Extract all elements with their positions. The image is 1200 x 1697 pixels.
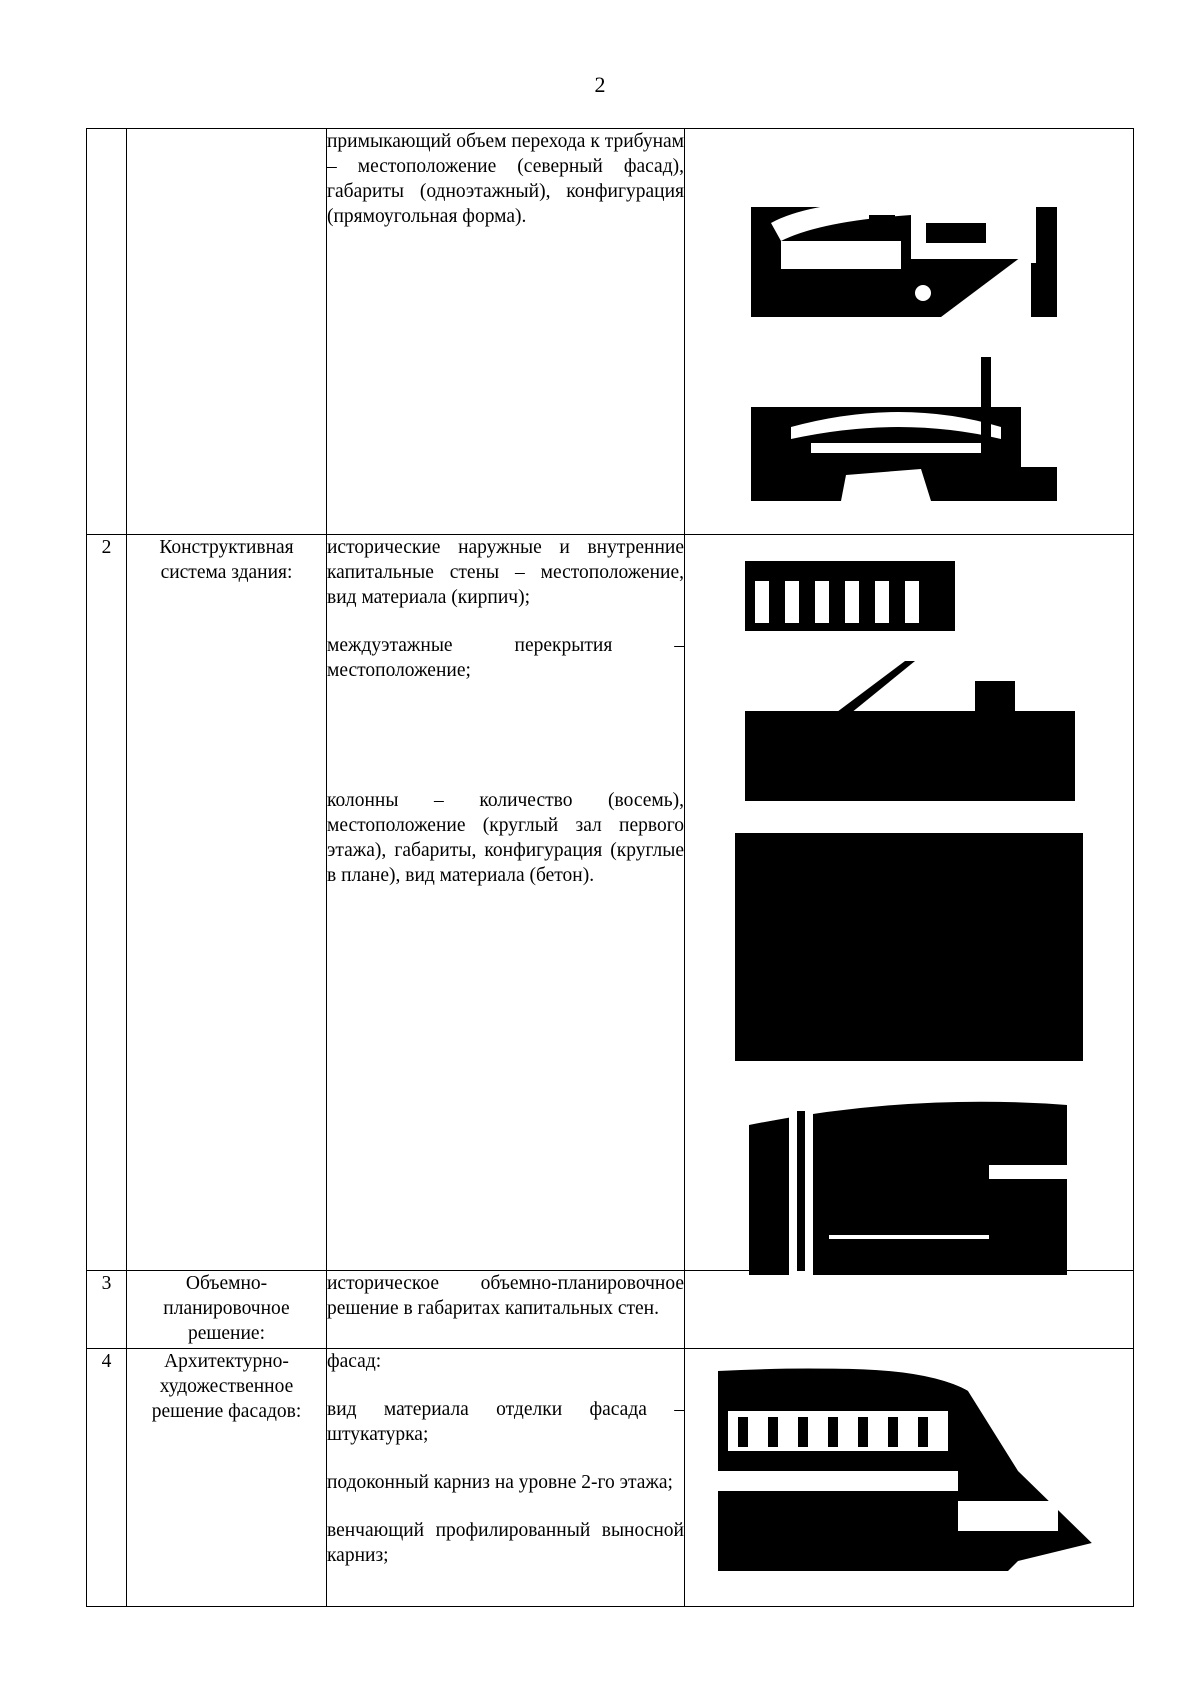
description-paragraph: исторические наружные и внутренние капитальные стены – местоположение, вид материала (кирпич); [327,537,684,608]
description-paragraph: венчающий профилированный выносной карниз; [327,1520,684,1566]
photo-cell [685,1271,1134,1349]
description-paragraph: междуэтажные перекрытия – местоположение; [327,635,684,681]
description-paragraph: вид материала отделки фасада – штукатурка; [327,1399,684,1445]
photo-cell [685,129,1134,535]
feature-description-cell [327,129,685,535]
building-photo [751,163,1057,317]
description-paragraph: колонны – количество (восемь), местоположение (круглый зал первого этажа), габариты, конфигурация (круглые в плане), вид материала (бетон). [327,790,684,886]
table-row [87,1349,1134,1607]
protected-features-table [86,128,1134,1607]
row-number-cell [87,129,127,535]
row-number-cell: 4 [87,1349,127,1607]
table-row [87,129,1134,535]
feature-name-cell: Конструктивная система здания: [127,535,327,1271]
row-number-cell: 3 [87,1271,127,1349]
page-number: 2 [594,72,606,97]
description-paragraph: примыкающий объем перехода к трибунам – местоположение (северный фасад), габариты (одноэтажный), конфигурация (прямоугольная форма). [327,131,684,227]
feature-description-cell [327,535,685,1271]
description-paragraph: фасад: [327,1351,382,1372]
building-photo [735,833,1083,1061]
description-paragraph: историческое объемно-планировочное решение в габаритах капитальных стен. [327,1273,684,1319]
building-photo [745,561,1075,801]
feature-name-cell: Объемно-планировочное решение: [127,1271,327,1349]
feature-name-cell [127,129,327,535]
photo-cell [685,535,1134,1271]
table-row [87,535,1134,1271]
description-paragraph: подоконный карниз на уровне 2-го этажа; [327,1472,673,1493]
feature-name-cell: Архитектурно-художественное решение фасадов: [127,1349,327,1607]
building-photo [749,1085,1067,1275]
feature-description-cell [327,1349,685,1607]
row-number-cell: 2 [87,535,127,1271]
building-photo [751,357,1057,501]
photo-cell [685,1349,1134,1607]
building-photo [718,1351,1100,1571]
feature-description-cell [327,1271,685,1349]
table-row [87,1271,1134,1349]
